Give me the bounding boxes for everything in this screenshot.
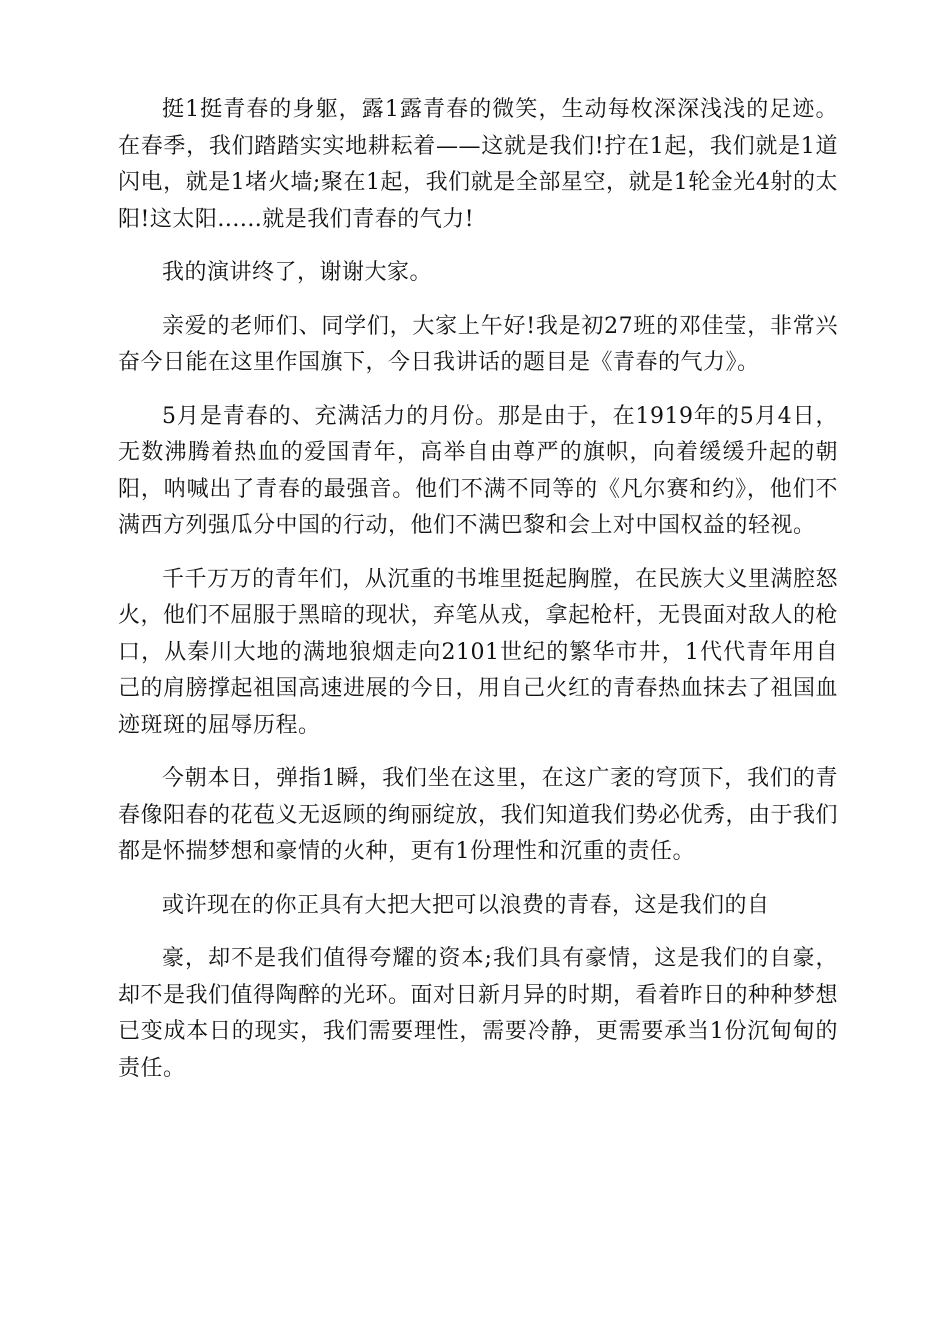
paragraph-4: 5月是青春的、充满活力的月份。那是由于，在1919年的5月4日，无数沸腾着热血的爱国青年，高举自由尊严的旗帜，向着缓缓升起的朝阳，呐喊出了青春的最强音。他们不满不同等的《凡尔赛和约》，他们不满西方列强瓜分中国的行动，他们不满巴黎和会上对中国权益的轻视。 bbox=[118, 403, 838, 538]
document-body bbox=[118, 92, 838, 1104]
paragraph-8: 豪，却不是我们值得夸耀的资本;我们具有豪情，这是我们的自豪，却不是我们值得陶醉的光环。面对日新月异的时期，看着昨日的种种梦想已变成本日的现实，我们需要理性，需要冷静，更需要承当1份沉甸甸的责任。 bbox=[118, 946, 839, 1081]
paragraph-5: 千千万万的青年们，从沉重的书堆里挺起胸膛，在民族大义里满腔怒火，他们不屈服于黑暗的现状，弃笔从戎，拿起枪杆，无畏面对敌人的枪口，从秦川大地的满地狼烟走向2101世纪的繁华市井，1代代青年用自己的肩膀撑起祖国高速进展的今日，用自己火红的青春热血抹去了祖国血迹斑斑的屈辱历程。 bbox=[118, 566, 839, 738]
paragraph-2: 我的演讲终了，谢谢大家。 bbox=[162, 260, 433, 285]
paragraph-3: 亲爱的老师们、同学们，大家上午好!我是初27班的邓佳莹，非常兴奋今日能在这里作国旗下，今日我讲话的题目是《青春的气力》。 bbox=[118, 313, 838, 375]
paragraph-7: 或许现在的你正具有大把大把可以浪费的青春，这是我们的自 bbox=[162, 892, 770, 918]
paragraph-1: 挺1挺青春的身躯，露1露青春的微笑，生动每枚深深浅浅的足迹。在春季，我们踏踏实实地耕耘着——这就是我们!拧在1起，我们就是1道闪电，就是1堵火墙;聚在1起，我们就是全部星空，就是1轮金光4射的太阳!这太阳......就是我们青春的气力! bbox=[118, 97, 838, 232]
paragraph-6: 今朝本日，弹指1瞬，我们坐在这里，在这广袤的穹顶下，我们的青春像阳春的花苞义无返顾的绚丽绽放，我们知道我们势必优秀，由于我们都是怀揣梦想和豪情的火种，更有1份理性和沉重的责任。 bbox=[118, 766, 839, 864]
